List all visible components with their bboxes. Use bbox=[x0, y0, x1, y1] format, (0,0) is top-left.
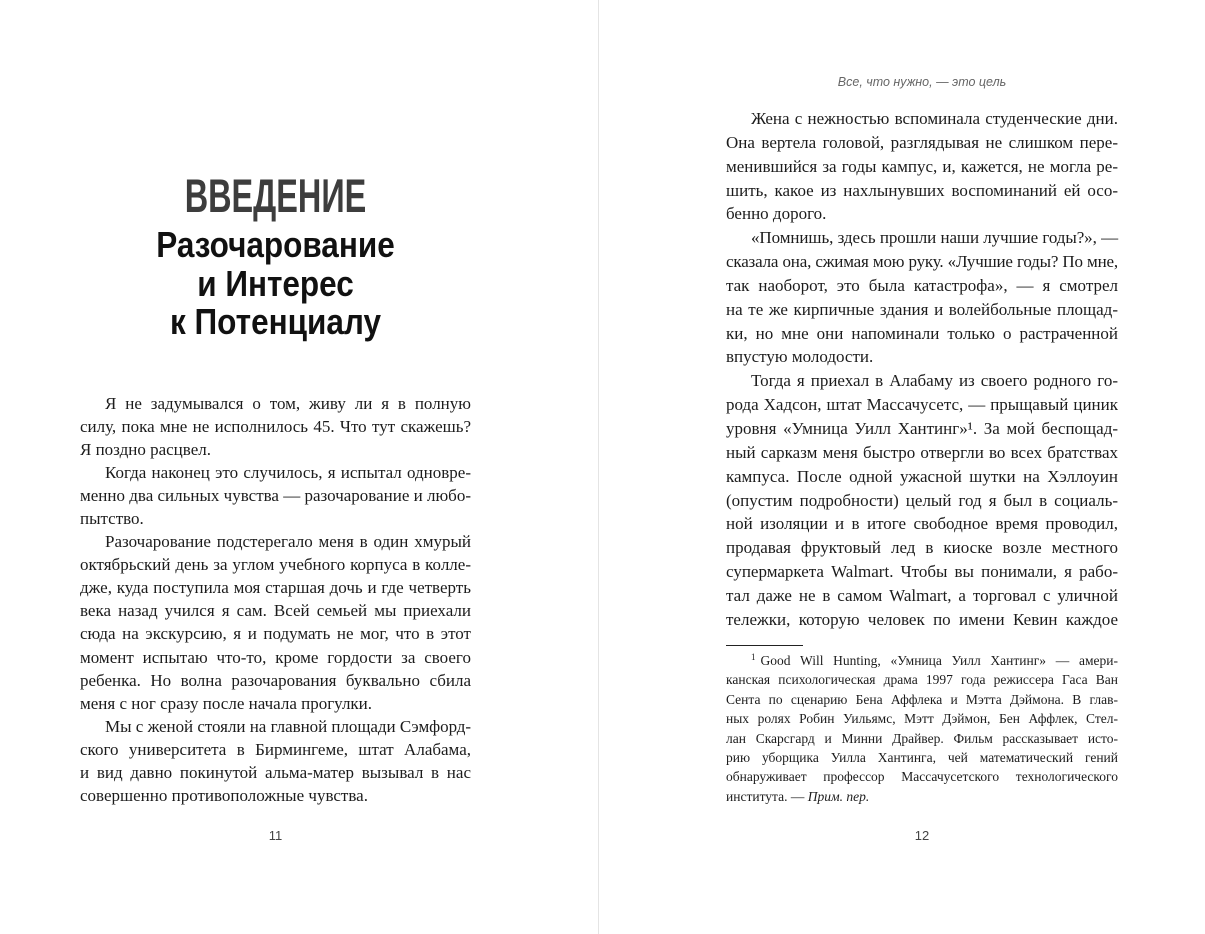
text-line: ского университета в Бирмингеме, штат Алабама, bbox=[80, 739, 471, 759]
chapter-label: ВВЕДЕНИЕ bbox=[184, 169, 367, 222]
paragraph bbox=[80, 392, 471, 461]
text-line: супермаркета Walmart. Чтобы вы понимали, я рабо- bbox=[726, 562, 1118, 582]
chapter-title-line: Разочарование bbox=[156, 224, 395, 265]
chapter-title-line: к Потенциалу bbox=[170, 301, 381, 342]
text-line: (опустим подробности) целый год я был в социаль- bbox=[726, 490, 1118, 510]
footnote-line: обнаруживает профессор Массачусетского технологического bbox=[726, 769, 1118, 785]
translator-note-label: Прим. пер. bbox=[807, 788, 870, 804]
text-line: меня с ног сразу после начала прогулки. bbox=[80, 693, 373, 713]
text-line: и вид давно покинутой альма-матер вызывал в нас bbox=[80, 763, 471, 782]
text-line: ной изоляции и в итоге свободное время проводил, bbox=[726, 514, 1118, 534]
text-line: дже, куда поступила моя старшая дочь и где четверть bbox=[80, 578, 471, 598]
text-line: рода Хадсон, штат Массачусетс, — прыщавый циник bbox=[726, 395, 1118, 415]
paragraph bbox=[80, 461, 471, 530]
page-number: 11 bbox=[268, 828, 283, 843]
paragraph bbox=[80, 715, 471, 807]
text-line: шить, какое из нахлынувших воспоминаний ей осо- bbox=[726, 180, 1118, 200]
text-line: Разочарование подстерегало меня в один хмурый bbox=[105, 532, 471, 552]
footnote-line: ных ролях Робин Уильямс, Мэтт Дэймон, Бен Аффлек, Стел- bbox=[726, 711, 1118, 727]
chapter-title bbox=[80, 226, 471, 342]
running-header: Все, что нужно, — это цель bbox=[837, 75, 1007, 89]
text-line: кампуса. После одной ужасной шутки на Хэллоуин bbox=[726, 466, 1118, 486]
paragraph bbox=[726, 226, 1118, 369]
footnote-line: рию уборщика Уилла Хантинга, чей математический гений bbox=[726, 750, 1118, 766]
text-line: силу, пока мне не исполнилось 45. Что тут скажешь? bbox=[80, 416, 471, 436]
page-number: 12 bbox=[914, 828, 930, 843]
text-line: Она вертела головой, разглядывая не слишком пере- bbox=[726, 132, 1118, 152]
text-line: ный сарказм меня быстро отвергли во всех братствах bbox=[726, 442, 1118, 462]
chapter-title-line: и Интерес bbox=[197, 262, 354, 304]
text-line: уровня «Умница Уилл Хантинг»¹. За мой беспощад- bbox=[726, 418, 1118, 438]
paragraph bbox=[726, 369, 1118, 631]
text-line: Жена с нежностью вспоминала студенческие дни. bbox=[751, 109, 1118, 128]
text-line: так наоборот, это была катастрофа», — я смотрел bbox=[726, 275, 1118, 295]
footnote-line: Сента по сценарию Бена Аффлека и Мэтта Дэймона. В глав- bbox=[726, 691, 1118, 707]
footnote bbox=[726, 651, 1118, 806]
text-line: Когда наконец это случилось, я испытал одновре- bbox=[105, 462, 471, 482]
body-text bbox=[80, 392, 471, 808]
paragraph bbox=[80, 530, 471, 715]
text-line: «Помнишь, здесь прошли наши лучшие годы?», — bbox=[751, 228, 1118, 248]
footnote-line bbox=[726, 651, 1118, 670]
text-line: совершенно противоположные чувства. bbox=[80, 786, 368, 806]
text-line: пытство. bbox=[80, 508, 144, 528]
text-line: менно два сильных чувства — разочарование и любо- bbox=[80, 485, 471, 505]
text-line: Я поздно расцвел. bbox=[80, 439, 211, 459]
text-line: октябрьский день за углом учебного корпуса в колле- bbox=[80, 555, 471, 575]
left-page bbox=[0, 0, 598, 934]
text-line: продавая фруктовый лед в киоске возле местного bbox=[726, 538, 1118, 558]
text-line: менившийся за годы кампус, и, кажется, не могла ре- bbox=[726, 156, 1118, 176]
text-line: бенно дорого. bbox=[726, 204, 827, 224]
footnote-line: канская психологическая драма 1997 года режиссера Гаса Ван bbox=[726, 672, 1118, 688]
footnote-line: лан Скарсгард и Минни Драйвер. Фильм рассказывает исто- bbox=[726, 730, 1118, 746]
text-line: ки, но мне они напоминали только о растраченной bbox=[726, 323, 1118, 343]
paragraph bbox=[726, 107, 1118, 226]
body-text bbox=[726, 107, 1118, 632]
footnote-line bbox=[726, 787, 1118, 806]
text-line: Я не задумывался о том, живу ли я в полную bbox=[105, 393, 471, 413]
text-line: тал даже не в самом Walmart, а торговал с уличной bbox=[726, 585, 1118, 605]
right-page bbox=[599, 0, 1205, 934]
footnote-text: Good Will Hunting, «Умница Уилл Хантинг» — амери- bbox=[760, 653, 1118, 668]
footnote-text: института. — bbox=[726, 788, 808, 804]
text-line: Тогда я приехал в Алабаму из своего родного го- bbox=[751, 371, 1118, 391]
text-line: ребенка. Но волна разочарования буквально сбила bbox=[80, 670, 471, 690]
text-line: на те же кирпичные здания и волейбольные площад- bbox=[726, 299, 1118, 319]
text-line: впустую молодости. bbox=[726, 347, 874, 367]
footnote-divider bbox=[726, 645, 803, 646]
text-line: тележки, которую человек по имени Кевин каждое bbox=[726, 609, 1118, 629]
footnote-marker: 1 bbox=[751, 652, 756, 662]
text-line: Мы с женой стояли на главной площади Сэмфорд- bbox=[105, 716, 471, 736]
text-line: момент испытаю что-то, кроме гордости за своего bbox=[80, 647, 471, 667]
text-line: века назад учился я сам. Всей семьей мы приехали bbox=[80, 601, 471, 621]
text-line: сюда на экскурсию, я и подумать не мог, что в этот bbox=[80, 624, 471, 644]
text-line: сказала она, сжимая мою руку. «Лучшие годы? По мне, bbox=[726, 252, 1118, 272]
